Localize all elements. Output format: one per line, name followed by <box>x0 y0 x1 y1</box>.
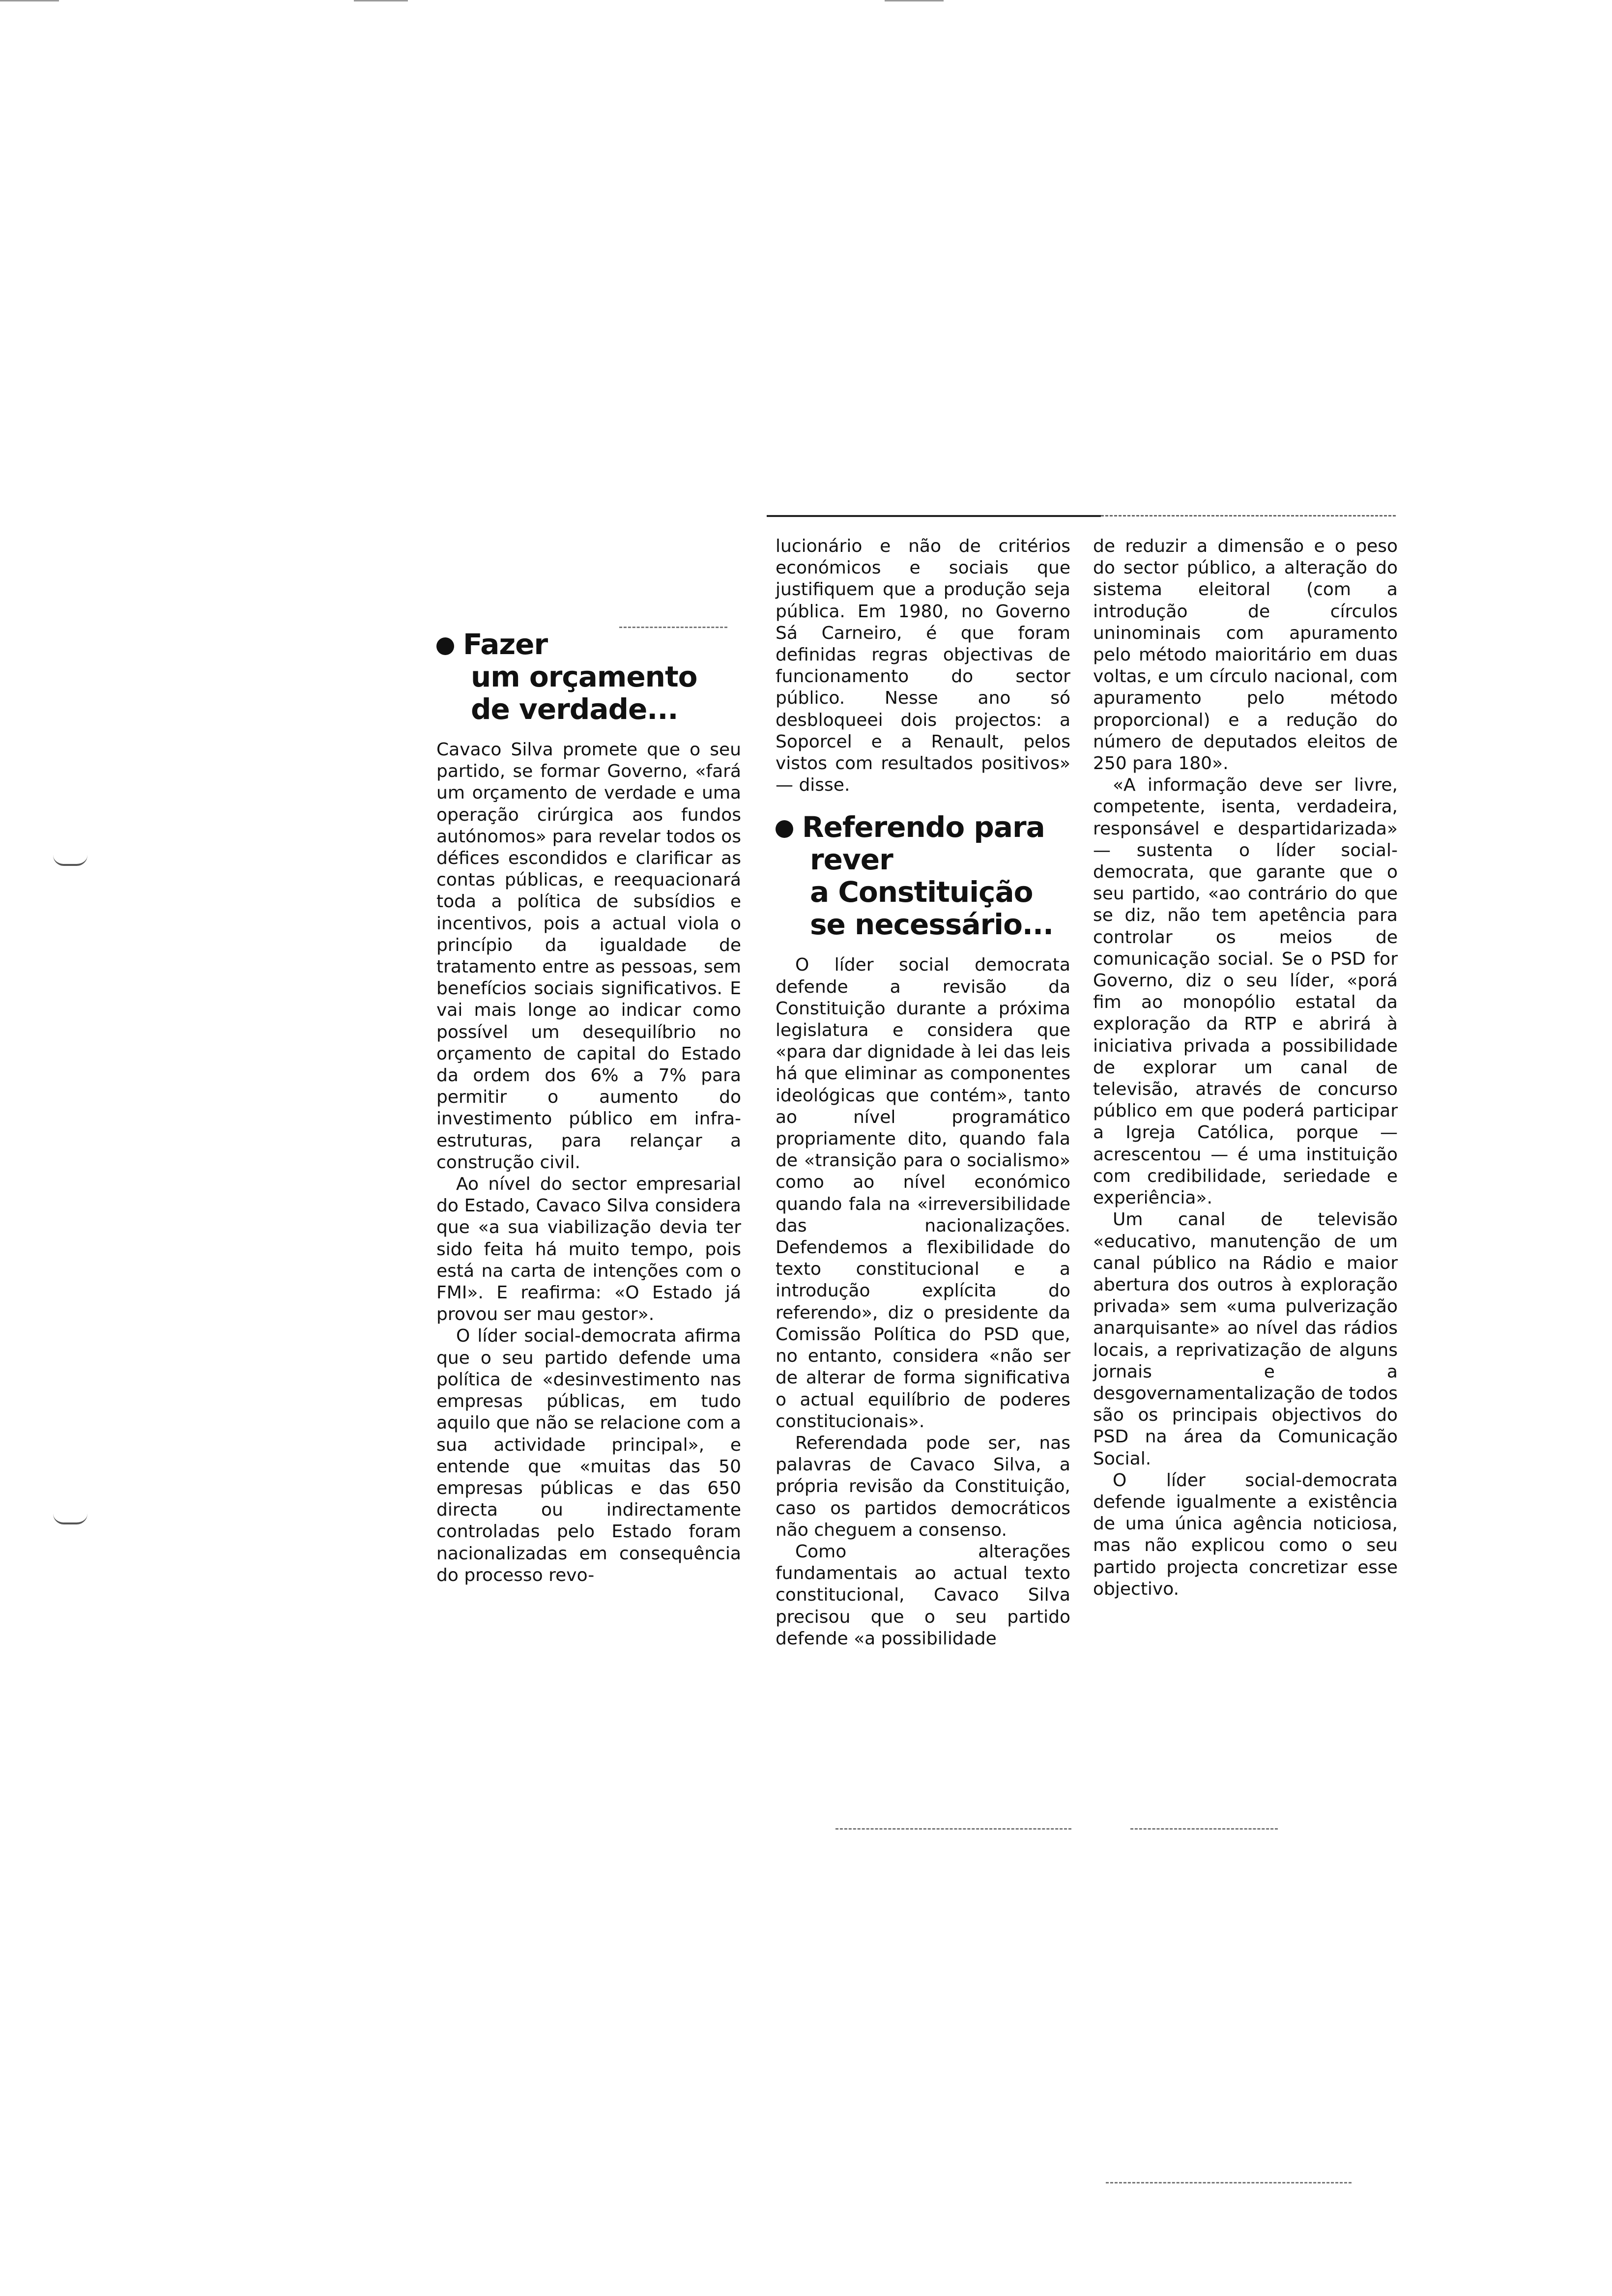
headline-referendo: Referendo para rever a Constituição se necessário... <box>776 811 1070 941</box>
headline-fazer-orcamento: Fazer um orçamento de verdade... <box>436 628 741 725</box>
column-rule-dashed <box>1101 515 1396 517</box>
paragraph: Como alterações fundamentais ao actual texto constitucional, Cavaco Silva precisou que o seu partido defende «a possibilidade <box>776 1541 1070 1649</box>
scan-dash-bottom <box>1130 1828 1278 1831</box>
scan-edge-top-mid <box>354 0 408 1</box>
paragraph: «A informação deve ser livre, competente, isenta, verdadeira, responsável e despartidarizada» — sustenta o líder social-democrata, que garante que o seu partido, «ao contrário do que se diz, não tem apetência para controlar os meios de comunicação social. Se o PSD for Governo, diz o seu líder, «porá fim ao monopólio estatal da exploração da RTP e abrirá à iniciativa privada a possibilidade de explorar um canal de televisão, através de concurso público em que poderá participar a Igreja Católica, porque — acrescentou — é uma instituição com credibilidade, seriedade e experiência». <box>1093 775 1398 1208</box>
margin-mark <box>53 1514 87 1524</box>
paragraph: O líder social-democrata afirma que o seu partido defende uma política de «desinvestimento nas empresas públicas, em tudo aquilo que não se relacione com a sua actividade principal», e entende que «muitas das 50 empresas públicas e das 650 directa ou indirectamente controladas pelo Estado foram nacionalizadas em consequência do processo revo- <box>436 1326 741 1585</box>
article-column-2 <box>776 536 1070 1650</box>
scan-edge-top-right <box>885 0 944 1</box>
paragraph: O líder social democrata defende a revisão da Constituição durante a próxima legislatura e considera que «para dar dignidade à lei das leis há que eliminar as componentes ideológicas que contém», tanto ao nível programático propriamente dito, quando fala de «transição para o socialismo» como ao nível económico quando fala na «irreversibilidade das nacionalizações. Defendemos a flexibilidade do texto constitucional e a introdução explícita do referendo», diz o presidente da Comissão Política do PSD que, no entanto, considera «não ser de alterar de forma significativa o actual equilíbrio de poderes constitucionais». <box>776 955 1070 1432</box>
scan-dash-bottom <box>835 1828 1071 1831</box>
margin-mark <box>53 855 87 866</box>
paragraph: O líder social-democrata defende igualmente a existência de uma única agência noticiosa, mas não explicou como o seu partido projecta concretizar esse objectivo. <box>1093 1470 1398 1599</box>
paragraph: Referendada pode ser, nas palavras de Cavaco Silva, a própria revisão da Constituição, caso os partidos democráticos não cheguem a consenso. <box>776 1433 1070 1540</box>
scan-dash-bottom <box>1106 2182 1352 2185</box>
column-rule <box>767 515 1101 517</box>
paragraph: de reduzir a dimensão e o peso do sector público, a alteração do sistema eleitoral (com a introdução de círculos uninominais com apuramento pelo método maioritário em duas voltas, e um círculo nacional, com apuramento pelo método proporcional) e a redução do número de deputados eleitos de 250 para 180». <box>1093 536 1398 774</box>
paragraph: Ao nível do sector empresarial do Estado, Cavaco Silva considera que «a sua viabilização devia ter sido feita há muito tempo, pois está na carta de intenções com o FMI». E reafirma: «O Estado já provou ser mau gestor». <box>436 1174 741 1325</box>
article-column-3 <box>1093 536 1398 1600</box>
bullet-icon <box>776 820 793 838</box>
bullet-icon <box>436 637 454 655</box>
paragraph: Um canal de televisão «educativo, manutenção de um canal público na Rádio e maior abertura dos outros à exploração privada» sem «uma pulverização anarquisante» ao nível das rádios locais, a reprivatização de alguns jornais e a desgovernamentalização de todos são os principais objectivos do PSD na área da Comunicação Social. <box>1093 1209 1398 1469</box>
article-column-1 <box>436 613 741 1586</box>
paragraph: lucionário e não de critérios económicos e sociais que justifiquem que a produção seja pública. Em 1980, no Governo Sá Carneiro, é que foram definidas regras objectivas de funcionamento do sector público. Nesse ano só desbloqueei dois projectos: a Soporcel e a Renault, pelos vistos com resultados positivos» — disse. <box>776 536 1070 796</box>
paragraph: Cavaco Silva promete que o seu partido, se formar Governo, «fará um orçamento de verdade e uma operação cirúrgica aos fundos autónomos» para revelar todos os défices escondidos e clarificar as contas públicas, e reequacionará toda a política de subsídios e incentivos, pois a actual viola o princípio da igualdade de tratamento entre as pessoas, sem benefícios sociais significativos. E vai mais longe ao indicar como possível um desequilíbrio no orçamento de capital do Estado da ordem dos 6% a 7% para permitir o aumento do investimento público em infra-estruturas, para relançar a construção civil. <box>436 740 741 1173</box>
scan-edge-top-left <box>0 0 59 1</box>
